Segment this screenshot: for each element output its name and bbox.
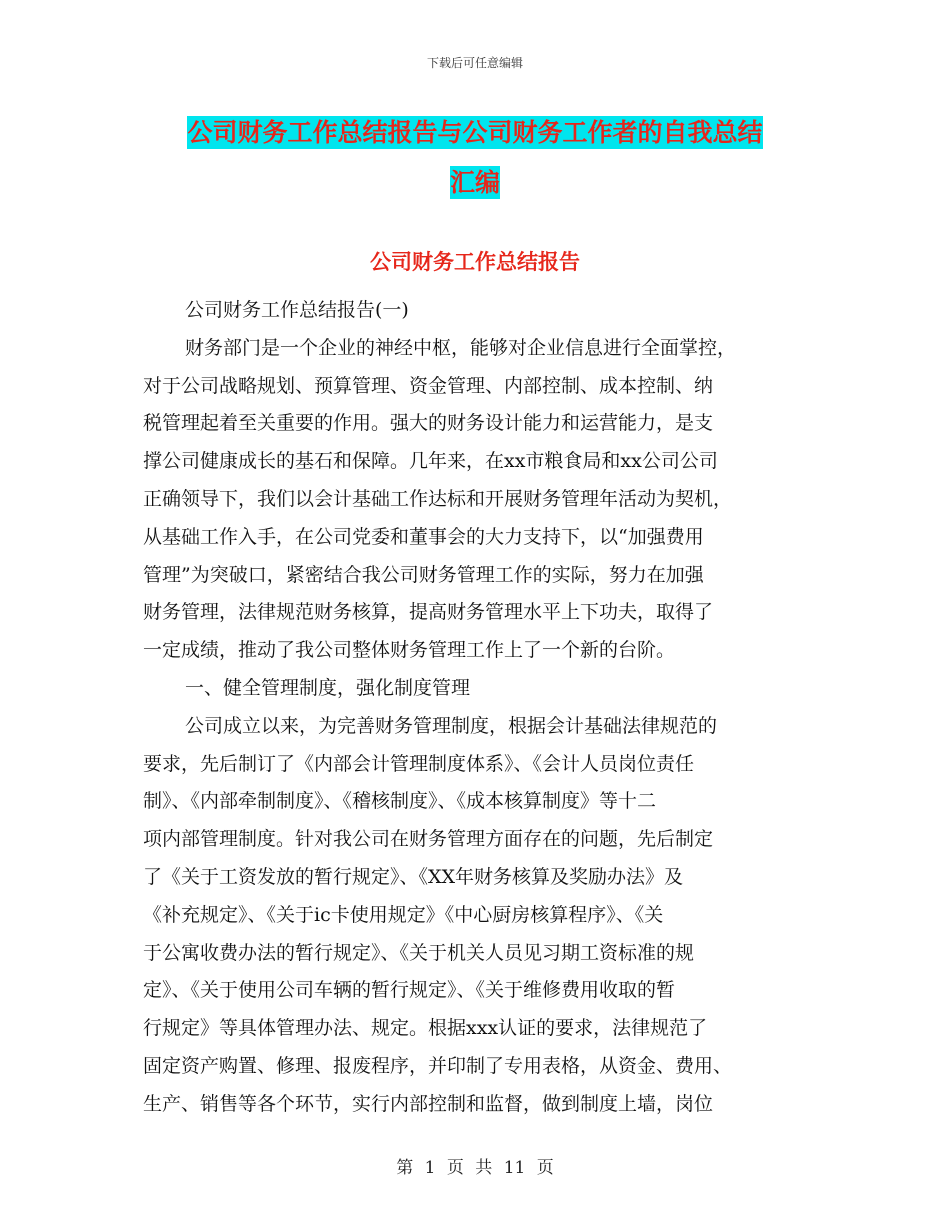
paragraph-line: 固定资产购置、修理、报废程序，并印制了专用表格，从资金、费用、 [143, 1054, 733, 1077]
paragraph-line: 于公寓收费办法的暂行规定》、《关于机关人员见习期工资标准的规 [143, 941, 695, 964]
subheading: 一、健全管理制度，强化制度管理 [185, 676, 471, 699]
title-line-2: 汇编 [449, 168, 500, 197]
paragraph-line: 了《关于工资发放的暂行规定》、《XX年财务核算及奖励办法》及 [143, 865, 684, 888]
paragraph-line: 《补充规定》、《关于ic卡使用规定》《中心厨房核算程序》、《关 [143, 903, 664, 926]
paragraph-line: 公司成立以来，为完善财务管理制度，根据会计基础法律规范的 [185, 714, 718, 737]
subheading: 公司财务工作总结报告(一) [185, 299, 409, 321]
paragraph-line: 从基础工作入手，在公司党委和董事会的大力支持下，以“加强费用 [143, 525, 704, 548]
paragraph-line: 行规定》等具体管理办法、规定。根据xxx认证的要求，法律规范了 [143, 1017, 708, 1040]
section-title: 公司财务工作总结报告 [370, 250, 580, 274]
paragraph-line: 制》、《内部牵制制度》、《稽核制度》、《成本核算制度》等十二 [143, 790, 657, 813]
paragraph-line: 正确领导下，我们以会计基础工作达标和开展财务管理年活动为契机， [143, 487, 733, 510]
paragraph-line: 生产、销售等各个环节，实行内部控制和监督，做到制度上墙，岗位 [143, 1092, 714, 1115]
header-note: 下载后可任意编辑 [426, 56, 523, 70]
page-footer: 第 1 页 共 11 页 [396, 1158, 554, 1178]
paragraph-line: 撑公司健康成长的基石和保障。几年来，在xx市粮食局和xx公司公司 [143, 450, 718, 473]
title-line-1: 公司财务工作总结报告与公司财务工作者的自我总结 [187, 118, 763, 147]
document-title [0, 108, 950, 208]
paragraph-line: 定》、《关于使用公司车辆的暂行规定》、《关于维修费用收取的暂 [143, 979, 676, 1002]
paragraph-line: 对于公司战略规划、预算管理、资金管理、内部控制、成本控制、纳 [143, 374, 714, 397]
paragraph-line: 税管理起着至关重要的作用。强大的财务设计能力和运营能力，是支 [143, 412, 714, 435]
body-text [143, 292, 811, 1124]
paragraph-line: 要求，先后制订了《内部会计管理制度体系》、《会计人员岗位责任 [143, 752, 695, 775]
paragraph-line: 财务部门是一个企业的神经中枢，能够对企业信息进行全面掌控， [185, 336, 737, 359]
paragraph-line: 项内部管理制度。针对我公司在财务管理方面存在的问题，先后制定 [143, 828, 714, 851]
paragraph-line: 一定成绩，推动了我公司整体财务管理工作上了一个新的台阶。 [143, 639, 676, 662]
paragraph-line: 财务管理，法律规范财务核算，提高财务管理水平上下功夫，取得了 [143, 601, 714, 624]
paragraph-line: 管理”为突破口，紧密结合我公司财务管理工作的实际，努力在加强 [143, 563, 704, 586]
